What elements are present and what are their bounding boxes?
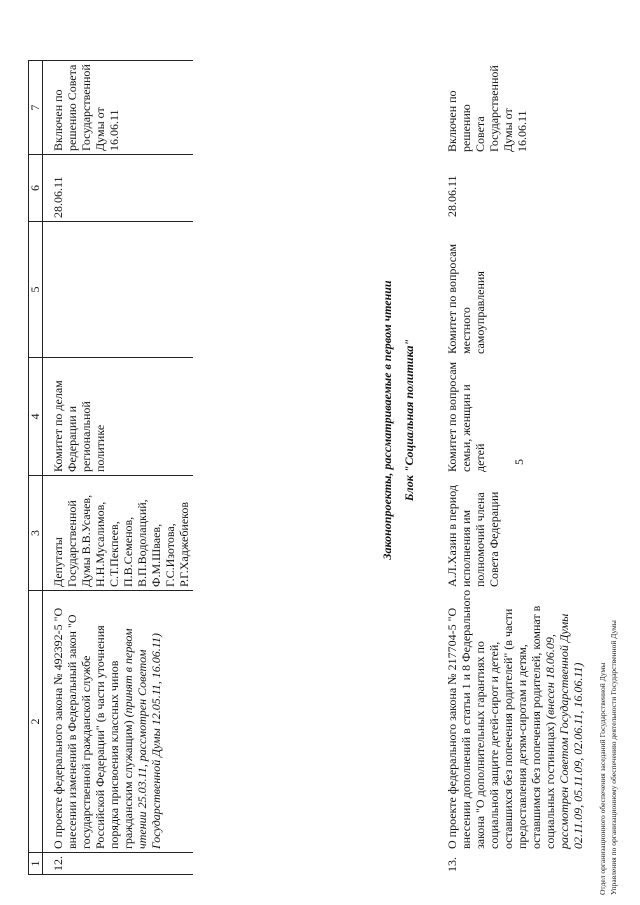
table-header-cell: 7 [29,61,43,155]
section-title: Законопроекты, рассматриваемые в первом чтении [380,280,394,560]
table-header-cell: 5 [29,222,43,358]
inclusion-note: Включен по решению Совета Государственной Думы от 16.06.11 [445,65,529,152]
responsible-committee: Комитет по вопросам семьи, женщин и детей [445,361,487,472]
table-header-cell: 4 [29,358,43,476]
footer-line: Управления по организационному обеспечению деятельности Государственной Думы [609,620,618,895]
co-committee [43,222,194,358]
bill-description-text: О проекте федерального закона № 492392-5 "О внесении изменений в Федеральный закон "О государственной гражданской службе Российской Федерации" (в части уточнения порядка присвоения классных чинов гражданским служащим) [51,607,135,849]
row-number: 13. [445,857,459,872]
footer-line: Отдел организационного обеспечения заседаний Государственной Думы [598,662,607,895]
bill-description [445,587,585,849]
table-header-cell: 3 [29,476,43,591]
consideration-date: 28.06.11 [445,175,459,217]
bill-description-note: (принят в первом чтении 25.03.11, рассмотрен Советом Государственной Думы 12.05.11, 16.06.11) [121,628,163,849]
inclusion-note: Включен по решению Совета Государственной Думы от 16.06.11 [43,61,194,155]
table-header-cell: 6 [29,155,43,222]
table-header-cell: 1 [29,853,43,875]
consideration-date: 28.06.11 [43,155,194,222]
responsible-committee: Комитет по делам Федерации и региональной политике [43,358,194,476]
bill-description [43,591,194,853]
row-number: 12. [43,853,194,875]
page-number: 5 [512,459,526,465]
bill-author: А.Л.Хазин в период исполнения им полномочий члена Совета Федерации [445,485,501,587]
co-committee: Комитет по вопросам местного самоуправления [445,243,487,354]
table-header-row [29,61,43,875]
table-row [43,61,194,875]
block-title: Блок "Социальная политика" [402,338,416,502]
table-header-cell: 2 [29,591,43,853]
bill-description-text: О проекте федерального закона № 217704-5 "О внесении дополнений в статьи 1 и 8 Федерального закона "О дополнительных гарантиях по социальной защите детей-сирот и детей, оставшихся без попечения родителей" (в части предоставления детям-сиротам и детям, оставшимся без попечения родителей, комнат в социальных гостиницах) [445,589,557,849]
bill-description-note: (внесен 18.06.09, рассмотрен Советом Государственной Думы 02.11.09, 05.11.09, 02.06.11, 16.06.11) [543,613,585,849]
bill-author: Депутаты Государственной Думы В.В.Усачев, Н.Н.Мусалимов, С.Т.Пекпеев, П.В.Семенов, В.П.Водолацкий, Ф.М.Шваев, Г.С.Изотова, Р.Г.Хаджебиеков [43,476,194,591]
agenda-table [28,60,193,875]
